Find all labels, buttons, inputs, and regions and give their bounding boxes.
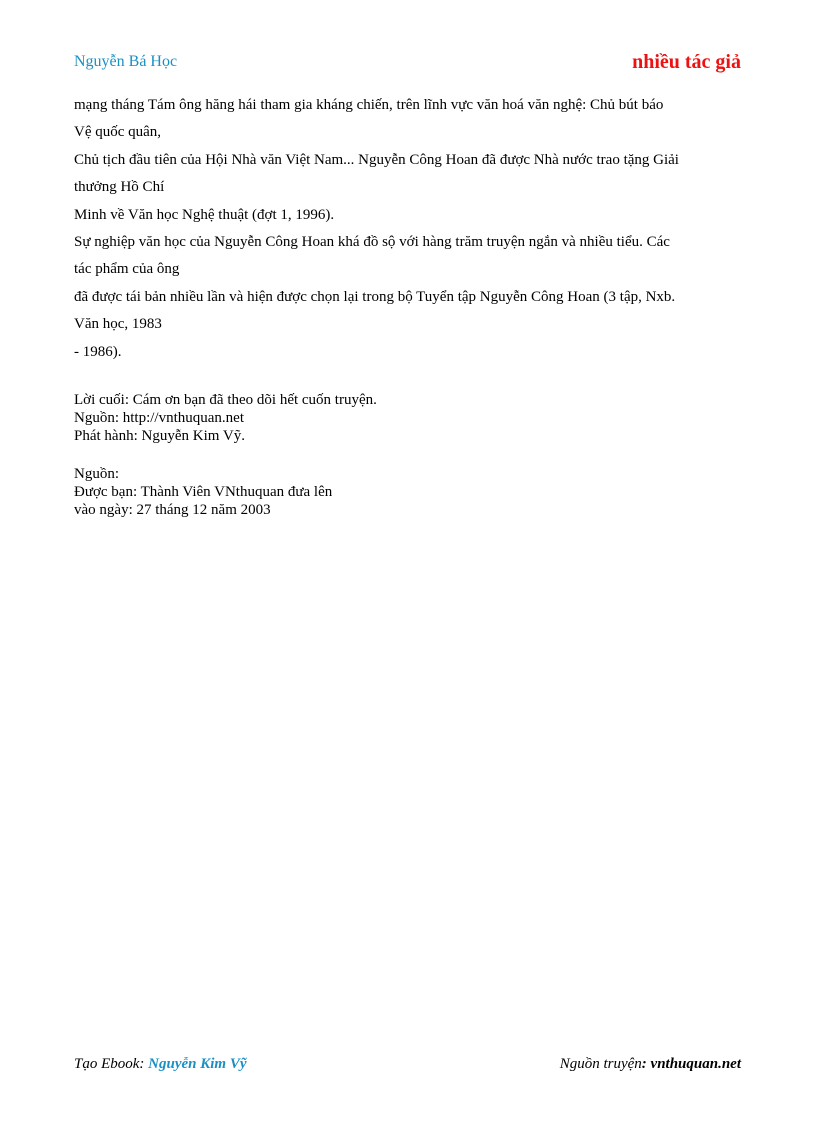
footer-source-site: vnthuquan.net: [650, 1056, 741, 1072]
footer-ebook-sep: :: [139, 1056, 149, 1072]
body-text: [74, 92, 754, 366]
body-line: tác phẩm của ông: [74, 261, 180, 278]
body-line: Minh về Văn học Nghệ thuật (đợt 1, 1996).: [74, 206, 335, 223]
body-line: - 1986).: [74, 343, 122, 360]
footer-ebook-credit: [74, 1056, 247, 1073]
footer-ebook-label: Tạo Ebook: [74, 1056, 140, 1072]
footer-source-label: Nguồn truyện: [559, 1056, 642, 1072]
source-label: Nguồn:: [74, 466, 119, 482]
body-line: Văn học, 1983: [74, 316, 162, 333]
source-date: vào ngày: 27 tháng 12 năm 2003: [74, 502, 271, 518]
body-line: Vệ quốc quân,: [74, 124, 162, 141]
body-line: mạng tháng Tám ông hăng hái tham gia kháng chiến, trên lĩnh vực văn hoá văn nghệ: Chủ bút báo: [74, 97, 664, 113]
closing-notes: [74, 391, 754, 445]
footer-source-credit: [560, 1056, 741, 1073]
body-line: Chủ tịch đầu tiên của Hội Nhà văn Việt Nam... Nguyễn Công Hoan đã được Nhà nước trao tặng Giải: [74, 151, 679, 168]
body-line: thưởng Hồ Chí: [74, 179, 165, 196]
closing-source: Nguồn: http://vnthuquan.net: [74, 410, 244, 426]
footer-source-sep: :: [641, 1056, 651, 1072]
footer-ebook-author: Nguyễn Kim Vỹ: [148, 1056, 247, 1072]
header-title: nhiều tác giả: [632, 51, 741, 73]
closing-thanks: Lời cuối: Cám ơn bạn đã theo dõi hết cuốn truyện.: [74, 392, 377, 408]
source-uploader: Được bạn: Thành Viên VNthuquan đưa lên: [74, 484, 333, 500]
body-line: Sự nghiệp văn học của Nguyễn Công Hoan khá đồ sộ với hàng trăm truyện ngắn và nhiều tiểu. Các: [74, 233, 670, 250]
source-info: [74, 465, 754, 519]
closing-publisher: Phát hành: Nguyễn Kim Vỹ.: [74, 428, 245, 444]
body-line: đã được tái bản nhiều lần và hiện được chọn lại trong bộ Tuyển tập Nguyễn Công Hoan (3 tập, Nxb.: [74, 288, 676, 305]
header-author: Nguyễn Bá Học: [74, 53, 178, 70]
